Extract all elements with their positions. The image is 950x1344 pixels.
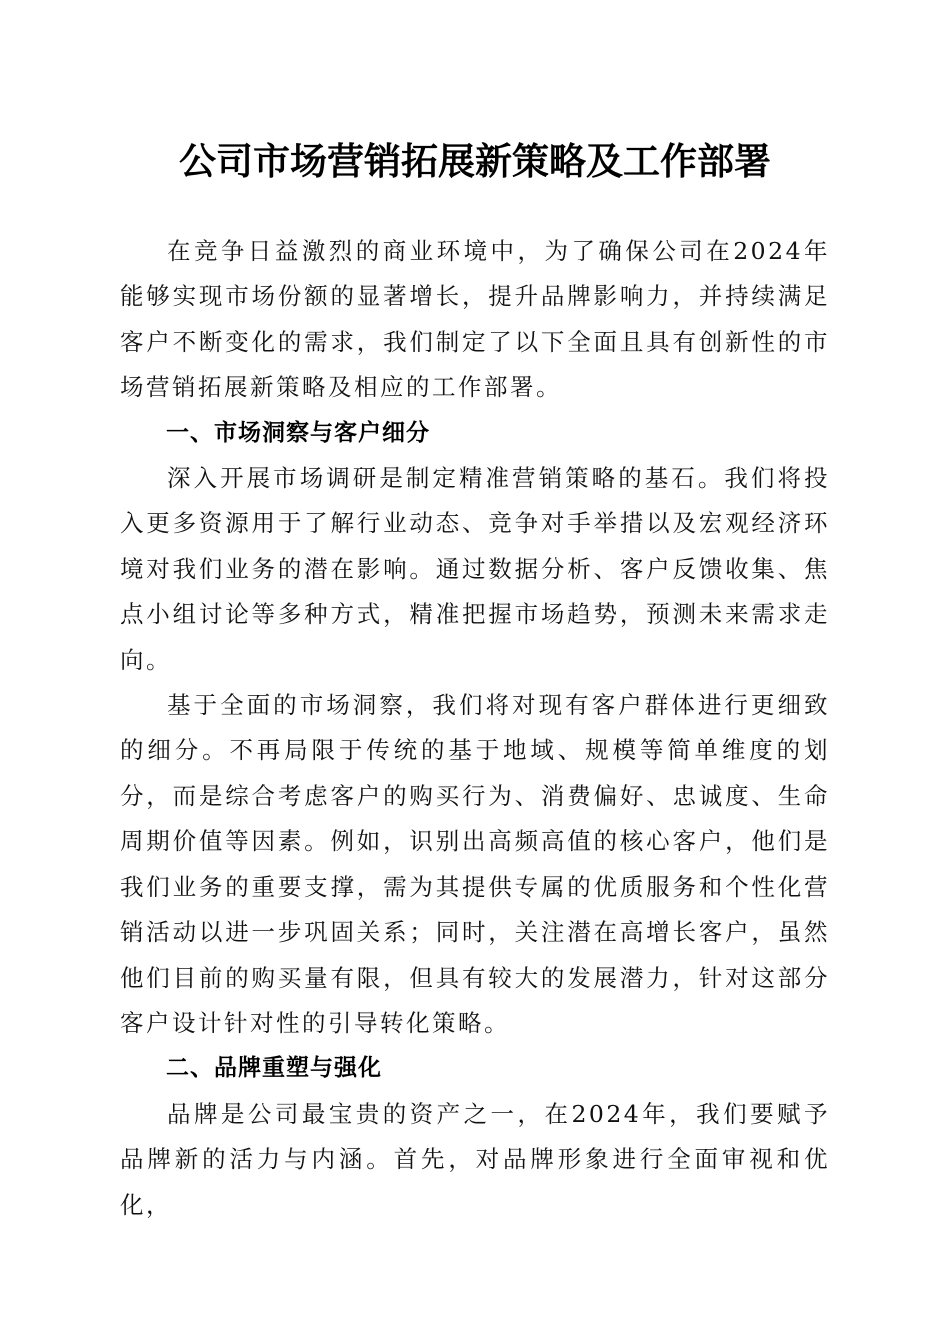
section-2-paragraph-1: 品牌是公司最宝贵的资产之一，在2024年，我们要赋予品牌新的活力与内涵。首先，对品牌形象进行全面审视和优化，: [120, 1099, 830, 1219]
section-1-paragraph-1: 深入开展市场调研是制定精准营销策略的基石。我们将投入更多资源用于了解行业动态、竞争对手举措以及宏观经济环境对我们业务的潜在影响。通过数据分析、客户反馈收集、焦点小组讨论等多种方式，精准把握市场趋势，预测未来需求走向。: [120, 464, 830, 674]
section-heading-market-insight: 一、市场洞察与客户细分: [166, 419, 430, 446]
section-heading-brand: 二、品牌重塑与强化: [166, 1055, 382, 1082]
section-1-paragraph-2: 基于全面的市场洞察，我们将对现有客户群体进行更细致的细分。不再局限于传统的基于地域、规模等简单维度的划分，而是综合考虑客户的购买行为、消费偏好、忠诚度、生命周期价值等因素。例如，识别出高频高值的核心客户，他们是我们业务的重要支撑，需为其提供专属的优质服务和个性化营销活动以进一步巩固关系；同时，关注潜在高增长客户，虽然他们目前的购买量有限，但具有较大的发展潜力，针对这部分客户设计针对性的引导转化策略。: [120, 691, 830, 1037]
document-title: 公司市场营销拓展新策略及工作部署: [179, 139, 771, 183]
document-body: [120, 229, 830, 1228]
intro-paragraph: 在竞争日益激烈的商业环境中，为了确保公司在2024年能够实现市场份额的显著增长，提升品牌影响力，并持续满足客户不断变化的需求，我们制定了以下全面且具有创新性的市场营销拓展新策略及相应的工作部署。: [120, 237, 830, 402]
